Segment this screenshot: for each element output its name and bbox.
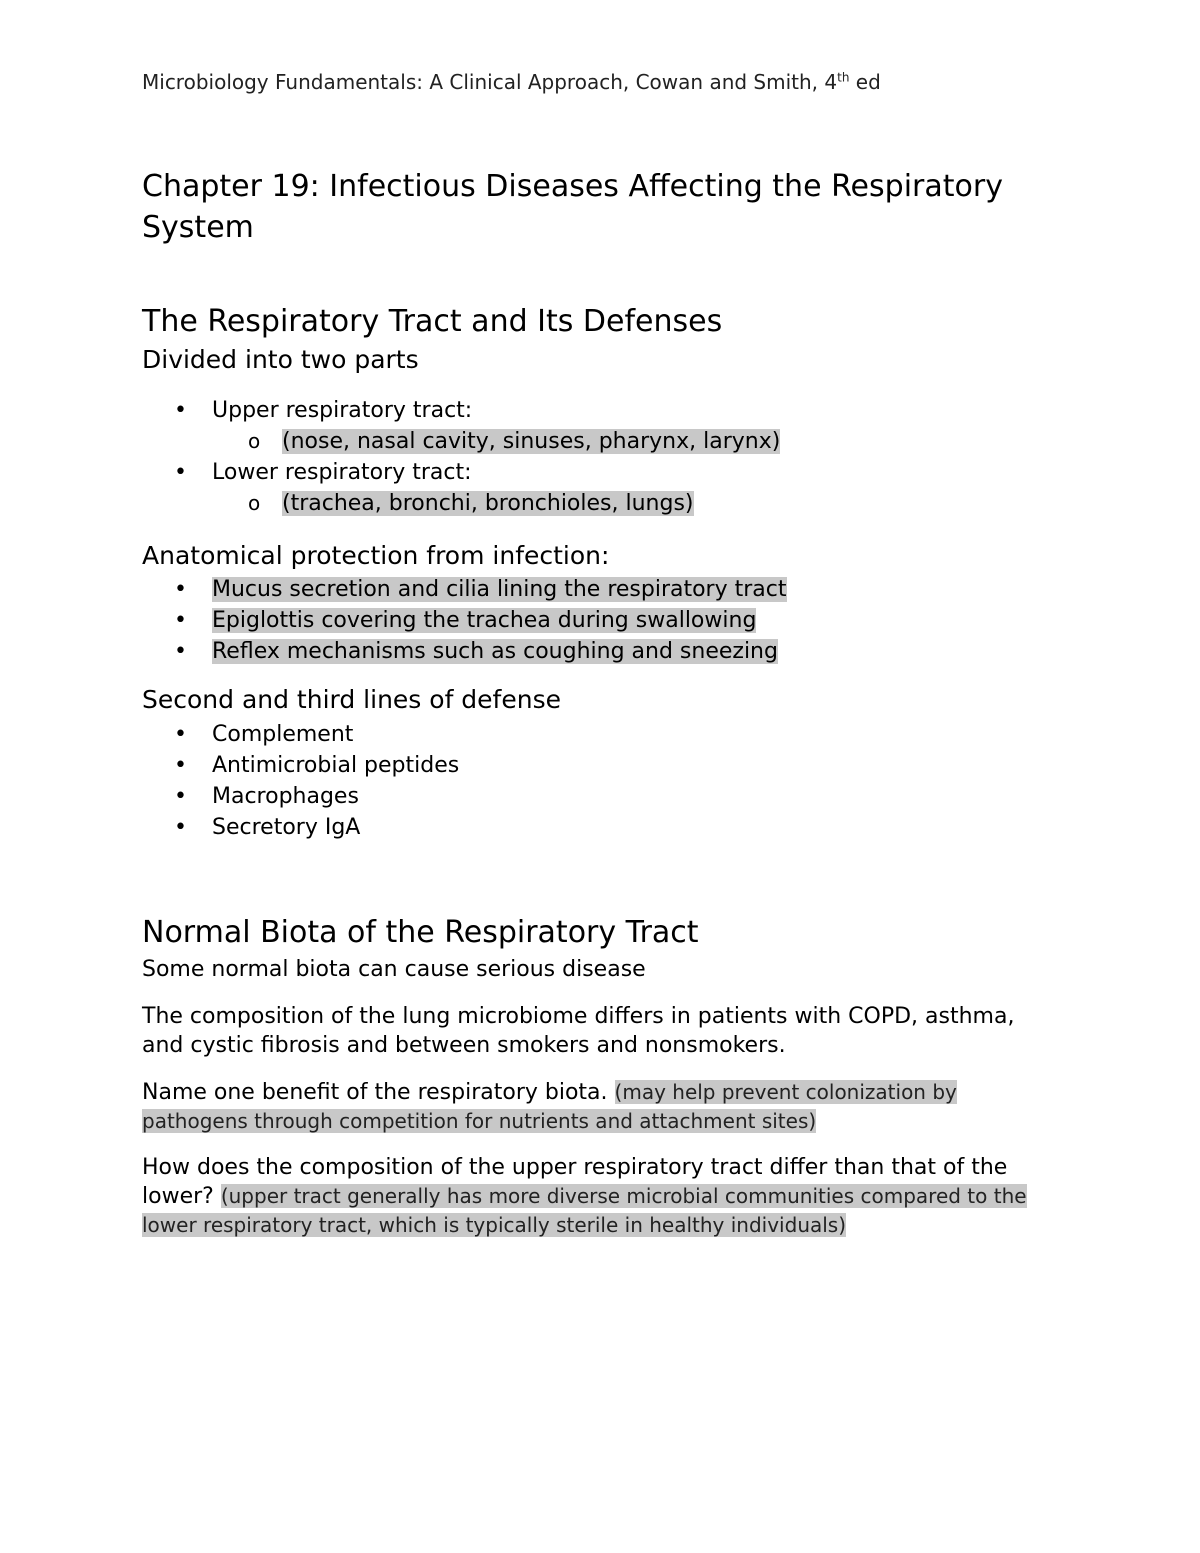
part-label: Lower respiratory tract:: [212, 460, 472, 485]
defense-item: Complement: [212, 722, 354, 747]
list-item: [142, 605, 787, 636]
anatomical-list: [142, 574, 787, 667]
list-item: [212, 488, 780, 519]
header-suffix: ed: [849, 70, 881, 94]
defense-item: Macrophages: [212, 784, 359, 809]
list-item: [142, 781, 459, 812]
list-item: [142, 719, 459, 750]
running-header: [142, 70, 881, 94]
sub-list: [212, 488, 780, 519]
list-item: [142, 395, 780, 457]
list-item: [142, 574, 787, 605]
highlighted-answer: (trachea, bronchi, bronchioles, lungs): [282, 491, 694, 516]
highlighted-answer: Epiglottis covering the trachea during swallowing: [212, 608, 757, 633]
defense-item: Antimicrobial peptides: [212, 753, 460, 778]
highlighted-answer: (upper tract generally has more diverse microbial communities compared to the lower respiratory tract, which is typically sterile in healthy individuals): [142, 1184, 1027, 1237]
question-text: How does the composition of the upper respiratory tract differ than that of the lower?: [142, 1155, 1008, 1209]
highlighted-answer: Reflex mechanisms such as coughing and sneezing: [212, 639, 778, 664]
microbiome-paragraph: The composition of the lung microbiome differs in patients with COPD, asthma, and cystic fibrosis and between smokers and nonsmokers.: [142, 1004, 1015, 1058]
chapter-title: Chapter 19: Infectious Diseases Affecting the Respiratory System: [142, 169, 1003, 245]
subheading-two-parts: Divided into two parts: [142, 345, 419, 374]
section-heading-normal-biota: Normal Biota of the Respiratory Tract: [142, 915, 699, 950]
question-benefit: [142, 1078, 1042, 1136]
part-label: Upper respiratory tract:: [212, 398, 473, 423]
highlighted-answer: (may help prevent colonization by pathogens through competition for nutrients and attachment sites): [142, 1080, 957, 1133]
anatomical-heading: Anatomical protection from infection:: [142, 541, 610, 570]
highlighted-answer: Mucus secretion and cilia lining the respiratory tract: [212, 577, 787, 602]
list-item: [212, 426, 780, 457]
question-composition: [142, 1153, 1042, 1240]
highlighted-answer: (nose, nasal cavity, sinuses, pharynx, larynx): [282, 429, 781, 454]
question-text: Name one benefit of the respiratory biota.: [142, 1080, 615, 1105]
sub-list: [212, 426, 780, 457]
defense-item: Secretory IgA: [212, 815, 361, 840]
parts-list: [142, 395, 780, 519]
list-item: [142, 636, 787, 667]
biota-intro-line: Some normal biota can cause serious disease: [142, 957, 646, 982]
defense-list: [142, 719, 459, 843]
list-item: [142, 457, 780, 519]
header-text: Microbiology Fundamentals: A Clinical Approach, Cowan and Smith, 4: [142, 70, 838, 94]
section-heading-respiratory-tract: The Respiratory Tract and Its Defenses: [142, 304, 723, 339]
defense-heading: Second and third lines of defense: [142, 685, 561, 714]
list-item: [142, 812, 459, 843]
header-superscript: th: [837, 70, 850, 85]
list-item: [142, 750, 459, 781]
